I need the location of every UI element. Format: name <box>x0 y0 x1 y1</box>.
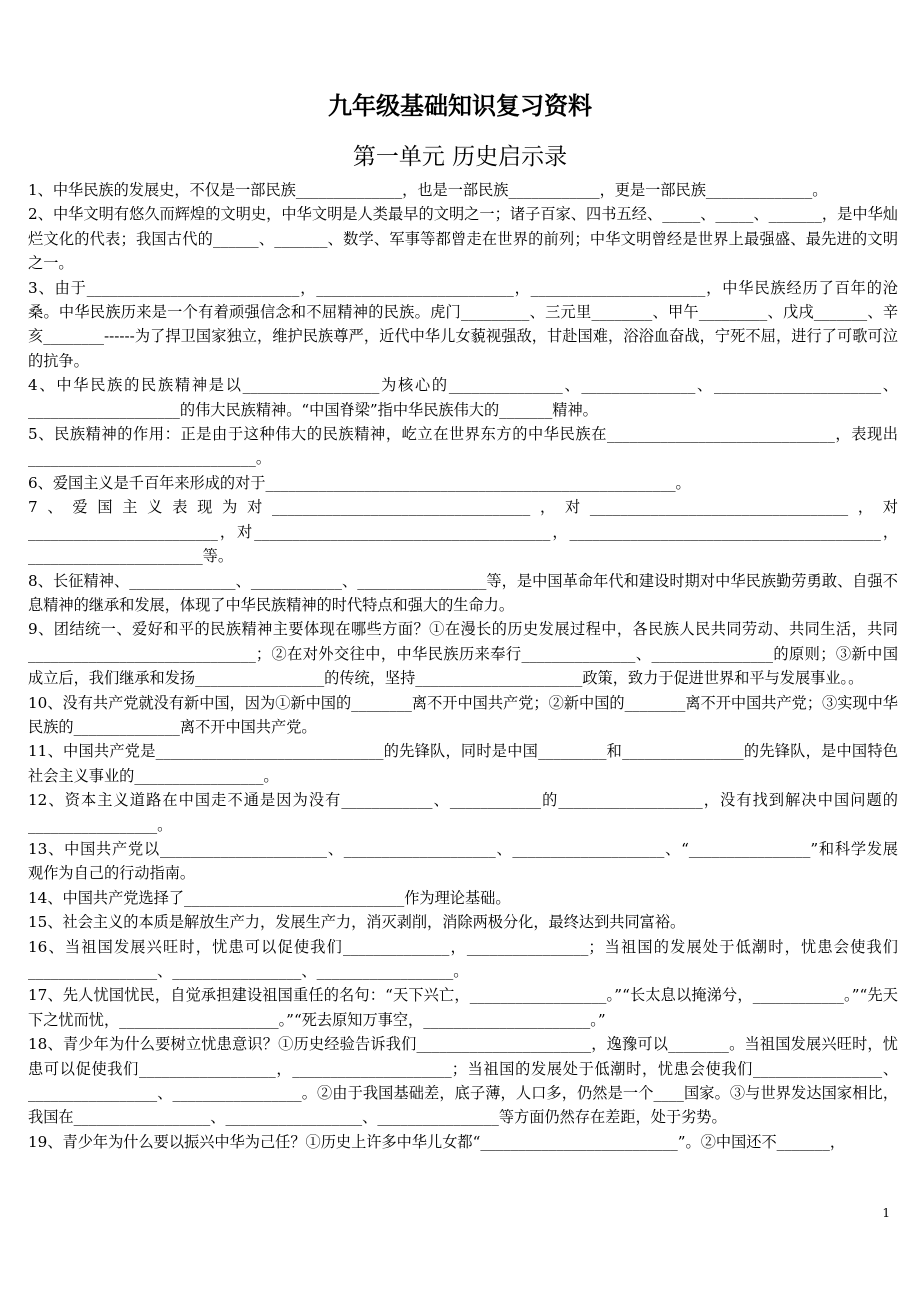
question-item: 7、爱国主义表现为对__________________________________，对__________________________________，对_________________________，对_______________________________________，_________________________________________，_______________________等。 <box>28 498 898 566</box>
question-item: 5、民族精神的作用：正是由于这种伟大的民族精神，屹立在世界东方的中华民族在______________________________，表现出______________________________。 <box>28 425 898 468</box>
question-list <box>28 178 898 1154</box>
page-number: 1 <box>882 1206 890 1220</box>
question-item: 6、爱国主义是千百年来形成的对于______________________________________________________。 <box>28 473 691 492</box>
question-item: 4、中华民族的民族精神是以__________________为核心的_______________、_______________、______________________、____________________的伟大民族精神。“中国脊梁”指中华民族伟大的_______精神。 <box>28 376 898 419</box>
question-item: 10、没有共产党就没有新中国，因为①新中国的________离不开中国共产党；②新中国的________离不开中国共产党；③实现中华民族的______________离不开中国共产党。 <box>28 693 898 736</box>
question-item: 13、中国共产党以______________________、____________________、____________________、“________________”和科学发展观作为自己的行动指南。 <box>28 839 898 883</box>
question-item: 18、青少年为什么要树立忧患意识？①历史经验告诉我们_______________________，逸豫可以________。当祖国发展兴旺时，忧患可以促使我们__________________，_____________________；当祖国的发展处于低潮时，忧患会使我们_________________、_________________、_________________。②由于我国基础差，底子薄，人口多，仍然是一个____国家。③与世界发达国家相比，我国在__________________、__________________、________________等方面仍然存在差距，处于劣势。 <box>28 1035 898 1127</box>
question-item: 16、当祖国发展兴旺时，忧患可以促使我们______________，________________；当祖国的发展处于低潮时，忧患会使我们_________________、_________________、__________________。 <box>28 937 898 980</box>
question-item: 2、中华文明有悠久而辉煌的文明史，中华文明是人类最早的文明之一；诸子百家、四书五经、_____、_____、_______，是中华灿烂文化的代表；我国古代的______、_______、数学、军事等都曾走在世界的前列；中华文明曾经是世界上最强盛、最先进的文明之一。 <box>28 205 898 273</box>
question-item: 14、中国共产党选择了_____________________________作为理论基础。 <box>28 888 511 907</box>
question-item: 3、由于____________________________，__________________________，_______________________，中华民族经历了百年的沧桑。中华民族历来是一个有着顽强信念和不屈精神的民族。虎门_________、三元里________、甲午_________、戊戌_______、辛亥________------为了捍卫国家独立，维护民族尊严，近代中华儿女藐视强敌，甘赴国难，浴浴血奋战，宁死不屈，进行了可歌可泣的抗争。 <box>28 278 898 370</box>
question-item: 8、长征精神、______________、____________、_________________等，是中国革命年代和建设时期对中华民族勤劳勇敢、自强不息精神的继承和发展，体现了中华民族精神的时代特点和强大的生命力。 <box>28 571 898 614</box>
question-item: 15、社会主义的本质是解放生产力，发展生产力，消灭剥削，消除两极分化，最终达到共同富裕。 <box>28 913 686 932</box>
unit-subtitle: 第一单元 历史启示录 <box>352 144 568 170</box>
question-item: 9、团结统一、爱好和平的民族精神主要体现在哪些方面？①在漫长的历史发展过程中，各民族人民共同劳动、共同生活，共同______________________________；②在对外交往中，中华民族历来奉行_______________、________________的原则；③新中国成立后，我们继承和发扬_________________的传统，坚持______________________政策，致力于促进世界和平与发展事业。。 <box>28 620 898 688</box>
question-item: 11、中国共产党是______________________________的先锋队，同时是中国_________和________________的先锋队，是中国特色社会主义事业的_________________。 <box>28 742 898 785</box>
question-item: 19、青少年为什么要以振兴中华为己任？①历史上许多中华儿女都“__________________________”。②中国还不_______， <box>28 1132 846 1151</box>
document-title: 九年级基础知识复习资料 <box>328 91 592 120</box>
question-item: 12、资本主义道路在中国走不通是因为没有____________、____________的___________________，没有找到解决中国问题的_________________。 <box>28 791 898 834</box>
question-item: 17、先人忧国忧民，自觉承担建设祖国重任的名句：“天下兴亡，__________________。”“长太息以掩涕兮，____________。”“先天下之忧而忧，_____________________。”“死去原知万事空，______________________。” <box>28 986 898 1029</box>
question-item: 1、中华民族的发展史，不仅是一部民族______________，也是一部民族____________，更是一部民族______________。 <box>28 181 828 199</box>
